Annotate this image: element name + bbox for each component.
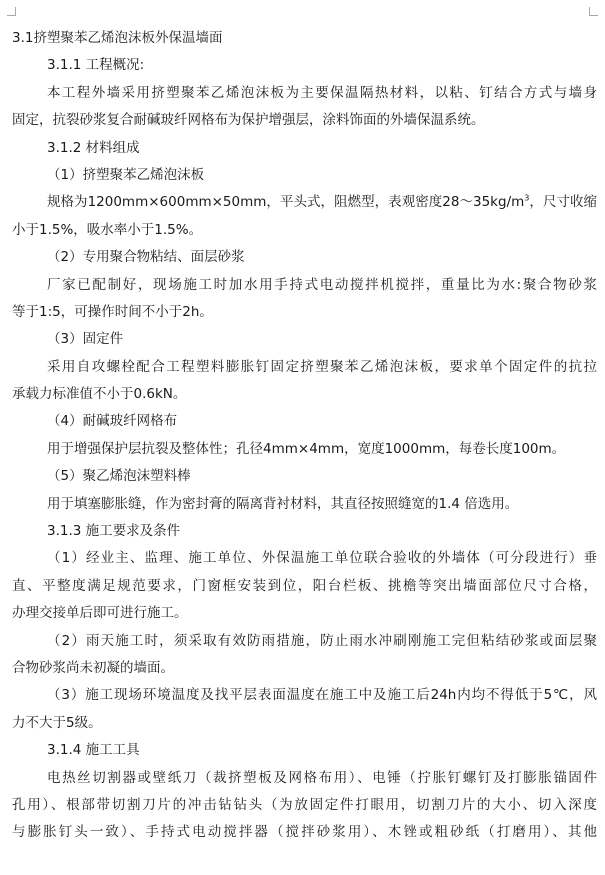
paragraph-line: 用于填塞膨胀缝，作为密封膏的隔离背衬材料，其直径按照缝宽的1.4 倍选用。 (47, 495, 519, 512)
section-heading: 3.1挤塑聚苯乙烯泡沫板外保温墙面 (12, 30, 223, 46)
paragraph-line: 规格为1200mm×600mm×50mm，平头式，阻燃型，表观密度$28\sim 35kg/m^3$，尺寸收缩 (47, 193, 597, 211)
paragraph-line: 厂家已配制好，现场施工时加水用手持式电动搅拌机搅拌，重量比为水:聚合物砂浆 (47, 276, 597, 293)
paragraph-line: （3）施工现场环境温度及找平层表面温度在施工中及施工后24h内均不得低于5℃，风 (47, 687, 597, 704)
paragraph-line: 采用自攻螺栓配合工程塑料膨胀钉固定挤塑聚苯乙烯泡沫板，要求单个固定件的抗拉 (47, 358, 597, 375)
paragraph-line: （2）雨天施工时，须采取有效防雨措施，防止雨水冲刷刚施工完但粘结砂浆或面层聚 (47, 632, 597, 649)
subsection-heading: 3.1.1 工程概况: (47, 57, 145, 74)
subsection-heading: 3.1.4 施工工具 (47, 742, 140, 759)
list-item-heading: （4）耐碱玻纤网格布 (47, 413, 178, 430)
margin-corner-top-left (7, 7, 16, 16)
paragraph-line: 等于1:5，可操作时间不小于2h。 (12, 303, 213, 320)
paragraph-line: 固定，抗裂砂浆复合耐碱玻纤网格布为保护增强层，涂料饰面的外墙保温系统。 (12, 112, 485, 129)
paragraph-line: 电热丝切割器或壁纸刀（裁挤塑板及网格布用）、电锤（拧胀钉螺钉及打膨胀锚固件 (47, 769, 597, 786)
subsection-heading: 3.1.3 施工要求及条件 (47, 523, 181, 540)
paragraph-line: 用于增强保护层抗裂及整体性；孔径4mm×4mm，宽度1000mm，每卷长度100m。 (47, 440, 566, 457)
paragraph-line: 与膨胀钉头一致）、手持式电动搅拌器（搅拌砂浆用）、木锉或粗砂纸（打磨用）、其他 (12, 824, 597, 841)
document-body (12, 25, 597, 847)
paragraph-line: 小于1.5%，吸水率小于1.5%。 (12, 221, 203, 238)
paragraph-line: 力不大于5级。 (12, 714, 102, 731)
paragraph-line: 承载力标准值不小于0.6kN。 (12, 386, 187, 403)
paragraph-line: （1）经业主、监理、施工单位、外保温施工单位联合验收的外墙体（可分段进行）垂 (47, 550, 597, 567)
paragraph-line: 办理交接单后即可进行施工。 (12, 605, 188, 622)
list-item-heading: （2）专用聚合物粘结、面层砂浆 (47, 249, 245, 266)
paragraph-line: 合物砂浆尚未初凝的墙面。 (12, 659, 174, 676)
margin-corner-top-right (589, 7, 598, 16)
list-item-heading: （1）挤塑聚苯乙烯泡沫板 (47, 166, 205, 183)
list-item-heading: （5）聚乙烯泡沫塑料棒 (47, 468, 191, 485)
paragraph-line: 本工程外墙采用挤塑聚苯乙烯泡沫板为主要保温隔热材料，以粘、钉结合方式与墙身 (47, 84, 597, 101)
list-item-heading: （3）固定件 (47, 331, 124, 348)
paragraph-line: 直、平整度满足规范要求，门窗框安装到位，阳台栏板、挑檐等突出墙面部位尺寸合格， (12, 577, 597, 594)
paragraph-line: 孔用）、根部带切割刀片的冲击钻钻头（为放固定件打眼用，切割刀片的大小、切入深度 (12, 796, 597, 813)
subsection-heading: 3.1.2 材料组成 (47, 139, 140, 156)
